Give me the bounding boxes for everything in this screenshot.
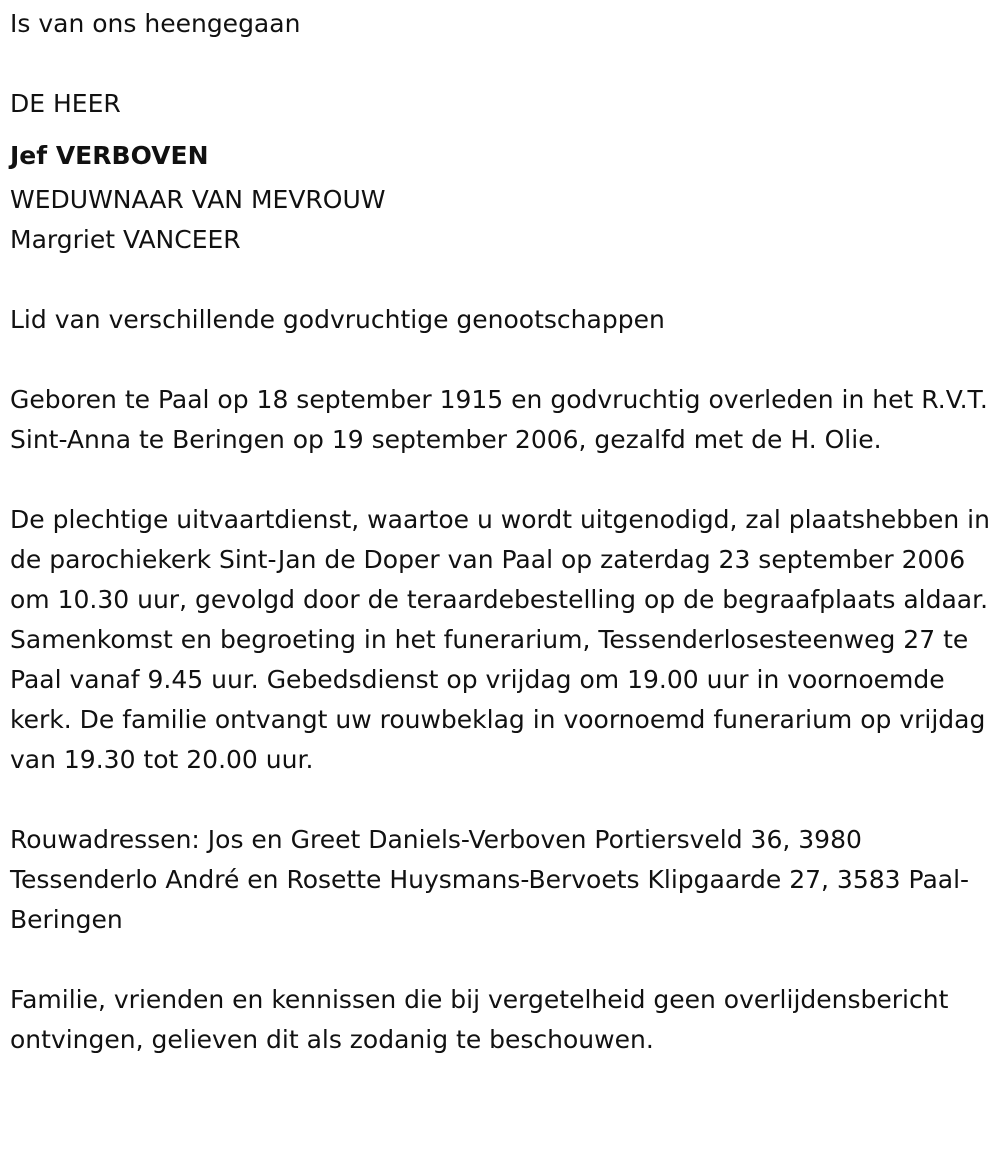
spacer bbox=[10, 340, 990, 380]
deceased-title: DE HEER bbox=[10, 89, 121, 118]
birth-death-paragraph: Geboren te Paal op 18 september 1915 en godvruchtig overleden in het R.V.T. Sint-Anna te Beringen op 19 september 2006, gezalfd met de H. Olie. bbox=[10, 385, 988, 454]
deceased-name: Jef VERBOVEN bbox=[10, 141, 209, 170]
addresses-paragraph: Rouwadressen: Jos en Greet Daniels-Verboven Portiersveld 36, 3980 Tessenderlo André en Rosette Huysmans-Bervoets Klipgaarde 27, 3583 Paal-Beringen bbox=[10, 825, 970, 934]
membership-text: Lid van verschillende godvruchtige genootschappen bbox=[10, 305, 665, 334]
spacer bbox=[10, 260, 990, 300]
spouse-name: Margriet VANCEER bbox=[10, 225, 241, 254]
widower-status: WEDUWNAAR VAN MEVROUW bbox=[10, 185, 386, 214]
spacer bbox=[10, 460, 990, 500]
intro-text: Is van ons heengegaan bbox=[10, 9, 301, 38]
closing-paragraph: Familie, vrienden en kennissen die bij vergetelheid geen overlijdensbericht ontvingen, gelieven dit als zodanig te beschouwen. bbox=[10, 985, 949, 1054]
spacer bbox=[10, 780, 990, 820]
spacer bbox=[10, 44, 990, 84]
funeral-paragraph: De plechtige uitvaartdienst, waartoe u wordt uitgenodigd, zal plaatshebben in de parochiekerk Sint-Jan de Doper van Paal op zaterdag 23 september 2006 om 10.30 uur, gevolgd door de teraardebestelling op de begraafplaats aldaar. Samenkomst en begroeting in het funerarium, Tessenderlosesteenweg 27 te Paal vanaf 9.45 uur. Gebedsdienst op vrijdag om 19.00 uur in voornoemde kerk. De familie ontvangt uw rouwbeklag in voornoemd funerarium op vrijdag van 19.30 tot 20.00 uur. bbox=[10, 505, 990, 774]
spacer bbox=[10, 940, 990, 980]
